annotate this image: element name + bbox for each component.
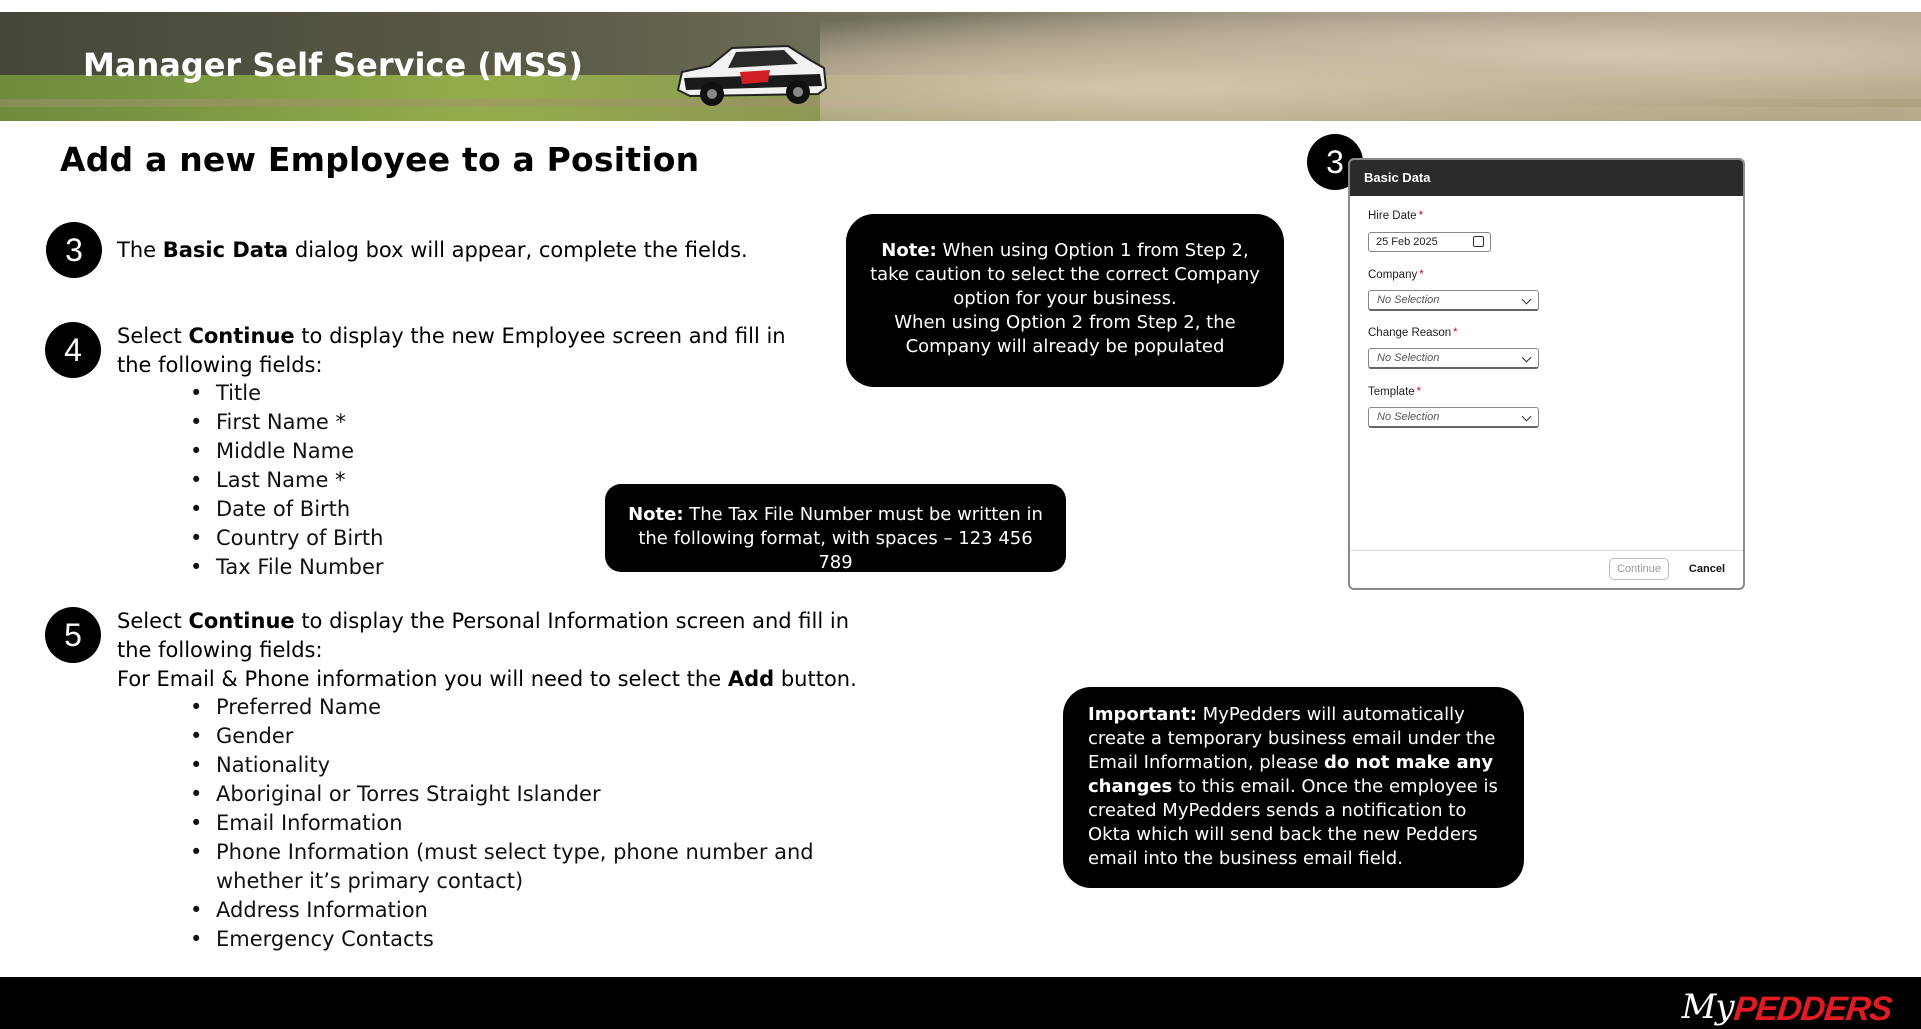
list-item: • Title — [190, 379, 384, 408]
template-label — [1368, 386, 1421, 398]
change-reason-select-value: No Selection — [1377, 352, 1440, 364]
list-item: • Address Information — [190, 896, 814, 925]
note-important-label: Important: — [1088, 704, 1197, 725]
step-5-extra-b: button. — [774, 667, 857, 691]
note-company-line1 — [866, 239, 1264, 311]
step-5-extra-bold: Add — [727, 667, 775, 691]
note-tax-text: The Tax File Number must be written in the following format, with spaces – 123 456 789 — [638, 504, 1043, 573]
list-item: • Email Information — [190, 809, 814, 838]
basic-data-dialog — [1348, 158, 1745, 590]
change-reason-select[interactable] — [1368, 348, 1539, 369]
list-item: • Preferred Name — [190, 693, 814, 722]
step-4-text — [117, 322, 817, 380]
step-5-text — [117, 607, 857, 665]
dialog-body — [1350, 196, 1743, 554]
list-item: • Last Name * — [190, 466, 384, 495]
list-item-continuation-text: whether it’s primary contact) — [216, 869, 524, 893]
step-3-text — [117, 236, 748, 265]
calendar-icon[interactable] — [1473, 236, 1484, 247]
logo-pedders: PEDDERS — [1731, 990, 1893, 1028]
change-reason-label — [1368, 327, 1458, 339]
change-reason-label-text: Change Reason — [1368, 327, 1452, 339]
chevron-down-icon — [1522, 412, 1532, 422]
template-select-value: No Selection — [1377, 411, 1440, 423]
note-company-line2: When using Option 2 from Step 2, the Company will already be populated — [894, 312, 1236, 357]
required-mark: * — [1418, 210, 1424, 222]
rally-car-image — [670, 38, 830, 108]
required-mark: * — [1419, 269, 1424, 281]
hire-date-input[interactable] — [1368, 232, 1491, 252]
dialog-footer — [1350, 550, 1743, 588]
step-5-text-b: to display the Personal Information screen and fill in the following fields: — [117, 609, 850, 662]
banner-title: Manager Self Service (MSS) — [83, 46, 584, 84]
hire-date-label — [1368, 210, 1423, 222]
step-3-text-a: The — [117, 238, 163, 262]
template-label-text: Template — [1368, 386, 1415, 398]
continue-button[interactable]: Continue — [1609, 558, 1669, 580]
cancel-button[interactable]: Cancel — [1688, 563, 1725, 575]
step-4-badge: 4 — [45, 322, 101, 378]
list-item-continuation — [190, 867, 814, 896]
list-item: • Tax File Number — [190, 553, 384, 582]
company-select[interactable] — [1368, 290, 1539, 311]
header-banner — [0, 12, 1921, 121]
note-important-bold: do not make any changes — [1088, 752, 1494, 797]
step-3-text-bold: Basic Data — [162, 238, 289, 262]
required-mark: * — [1416, 386, 1422, 398]
hire-date-value: 25 Feb 2025 — [1376, 236, 1438, 248]
step-4-field-list — [190, 379, 384, 582]
dialog-title: Basic Data — [1350, 160, 1743, 196]
step-5-field-list — [190, 693, 814, 954]
chevron-down-icon — [1522, 295, 1532, 305]
step-3-badge: 3 — [46, 222, 102, 278]
dialog-step-badge: 3 — [1307, 134, 1363, 190]
step-4-text-b: to display the new Employee screen and fill in the following fields: — [117, 324, 786, 377]
company-select-value: No Selection — [1377, 294, 1440, 306]
step-5-badge: 5 — [45, 607, 101, 663]
page-title: Add a new Employee to a Position — [60, 140, 700, 179]
company-label — [1368, 269, 1424, 281]
step-5-extra-a: For Email & Phone information you will need to select the — [117, 667, 728, 691]
logo-my: My — [1681, 987, 1734, 1027]
required-mark: * — [1453, 327, 1458, 339]
step-3-text-b: dialog box will appear, complete the fields. — [288, 238, 748, 262]
mypedders-logo — [1682, 979, 1891, 1029]
step-4-text-a: Select — [117, 324, 189, 348]
note-tax-label: Note: — [628, 504, 684, 525]
list-item: • Nationality — [190, 751, 814, 780]
note-important-text-a: MyPedders will automatically create a temporary business email under the Email Information, please — [1088, 704, 1496, 773]
banner-dust-cloud — [820, 12, 1921, 121]
chevron-down-icon — [1522, 353, 1532, 363]
step-4-text-bold: Continue — [188, 324, 295, 348]
note-tax-box — [605, 484, 1066, 572]
step-5-text-bold: Continue — [188, 609, 295, 633]
step-5-extra-text — [117, 665, 857, 694]
note-important-box — [1063, 687, 1524, 888]
company-label-text: Company — [1368, 269, 1418, 281]
note-company-box — [846, 214, 1284, 387]
list-item: • Gender — [190, 722, 814, 751]
list-item: • First Name * — [190, 408, 384, 437]
hire-date-label-text: Hire Date — [1368, 210, 1417, 222]
template-select[interactable] — [1368, 407, 1539, 428]
list-item: • Aboriginal or Torres Straight Islander — [190, 780, 814, 809]
step-5-text-a: Select — [117, 609, 189, 633]
list-item: • Phone Information (must select type, phone number and — [190, 838, 814, 867]
list-item: • Emergency Contacts — [190, 925, 814, 954]
list-item: • Date of Birth — [190, 495, 384, 524]
note-company-text: When using Option 1 from Step 2, take caution to select the correct Company option for your business. — [870, 240, 1260, 309]
footer-bar — [0, 977, 1921, 1029]
note-company-label: Note: — [881, 240, 937, 261]
list-item: • Middle Name — [190, 437, 384, 466]
note-important-text-b: to this email. Once the employee is created MyPedders sends a notification to Okta which will send back the new Pedders email into the business email field. — [1088, 776, 1498, 869]
list-item: • Country of Birth — [190, 524, 384, 553]
